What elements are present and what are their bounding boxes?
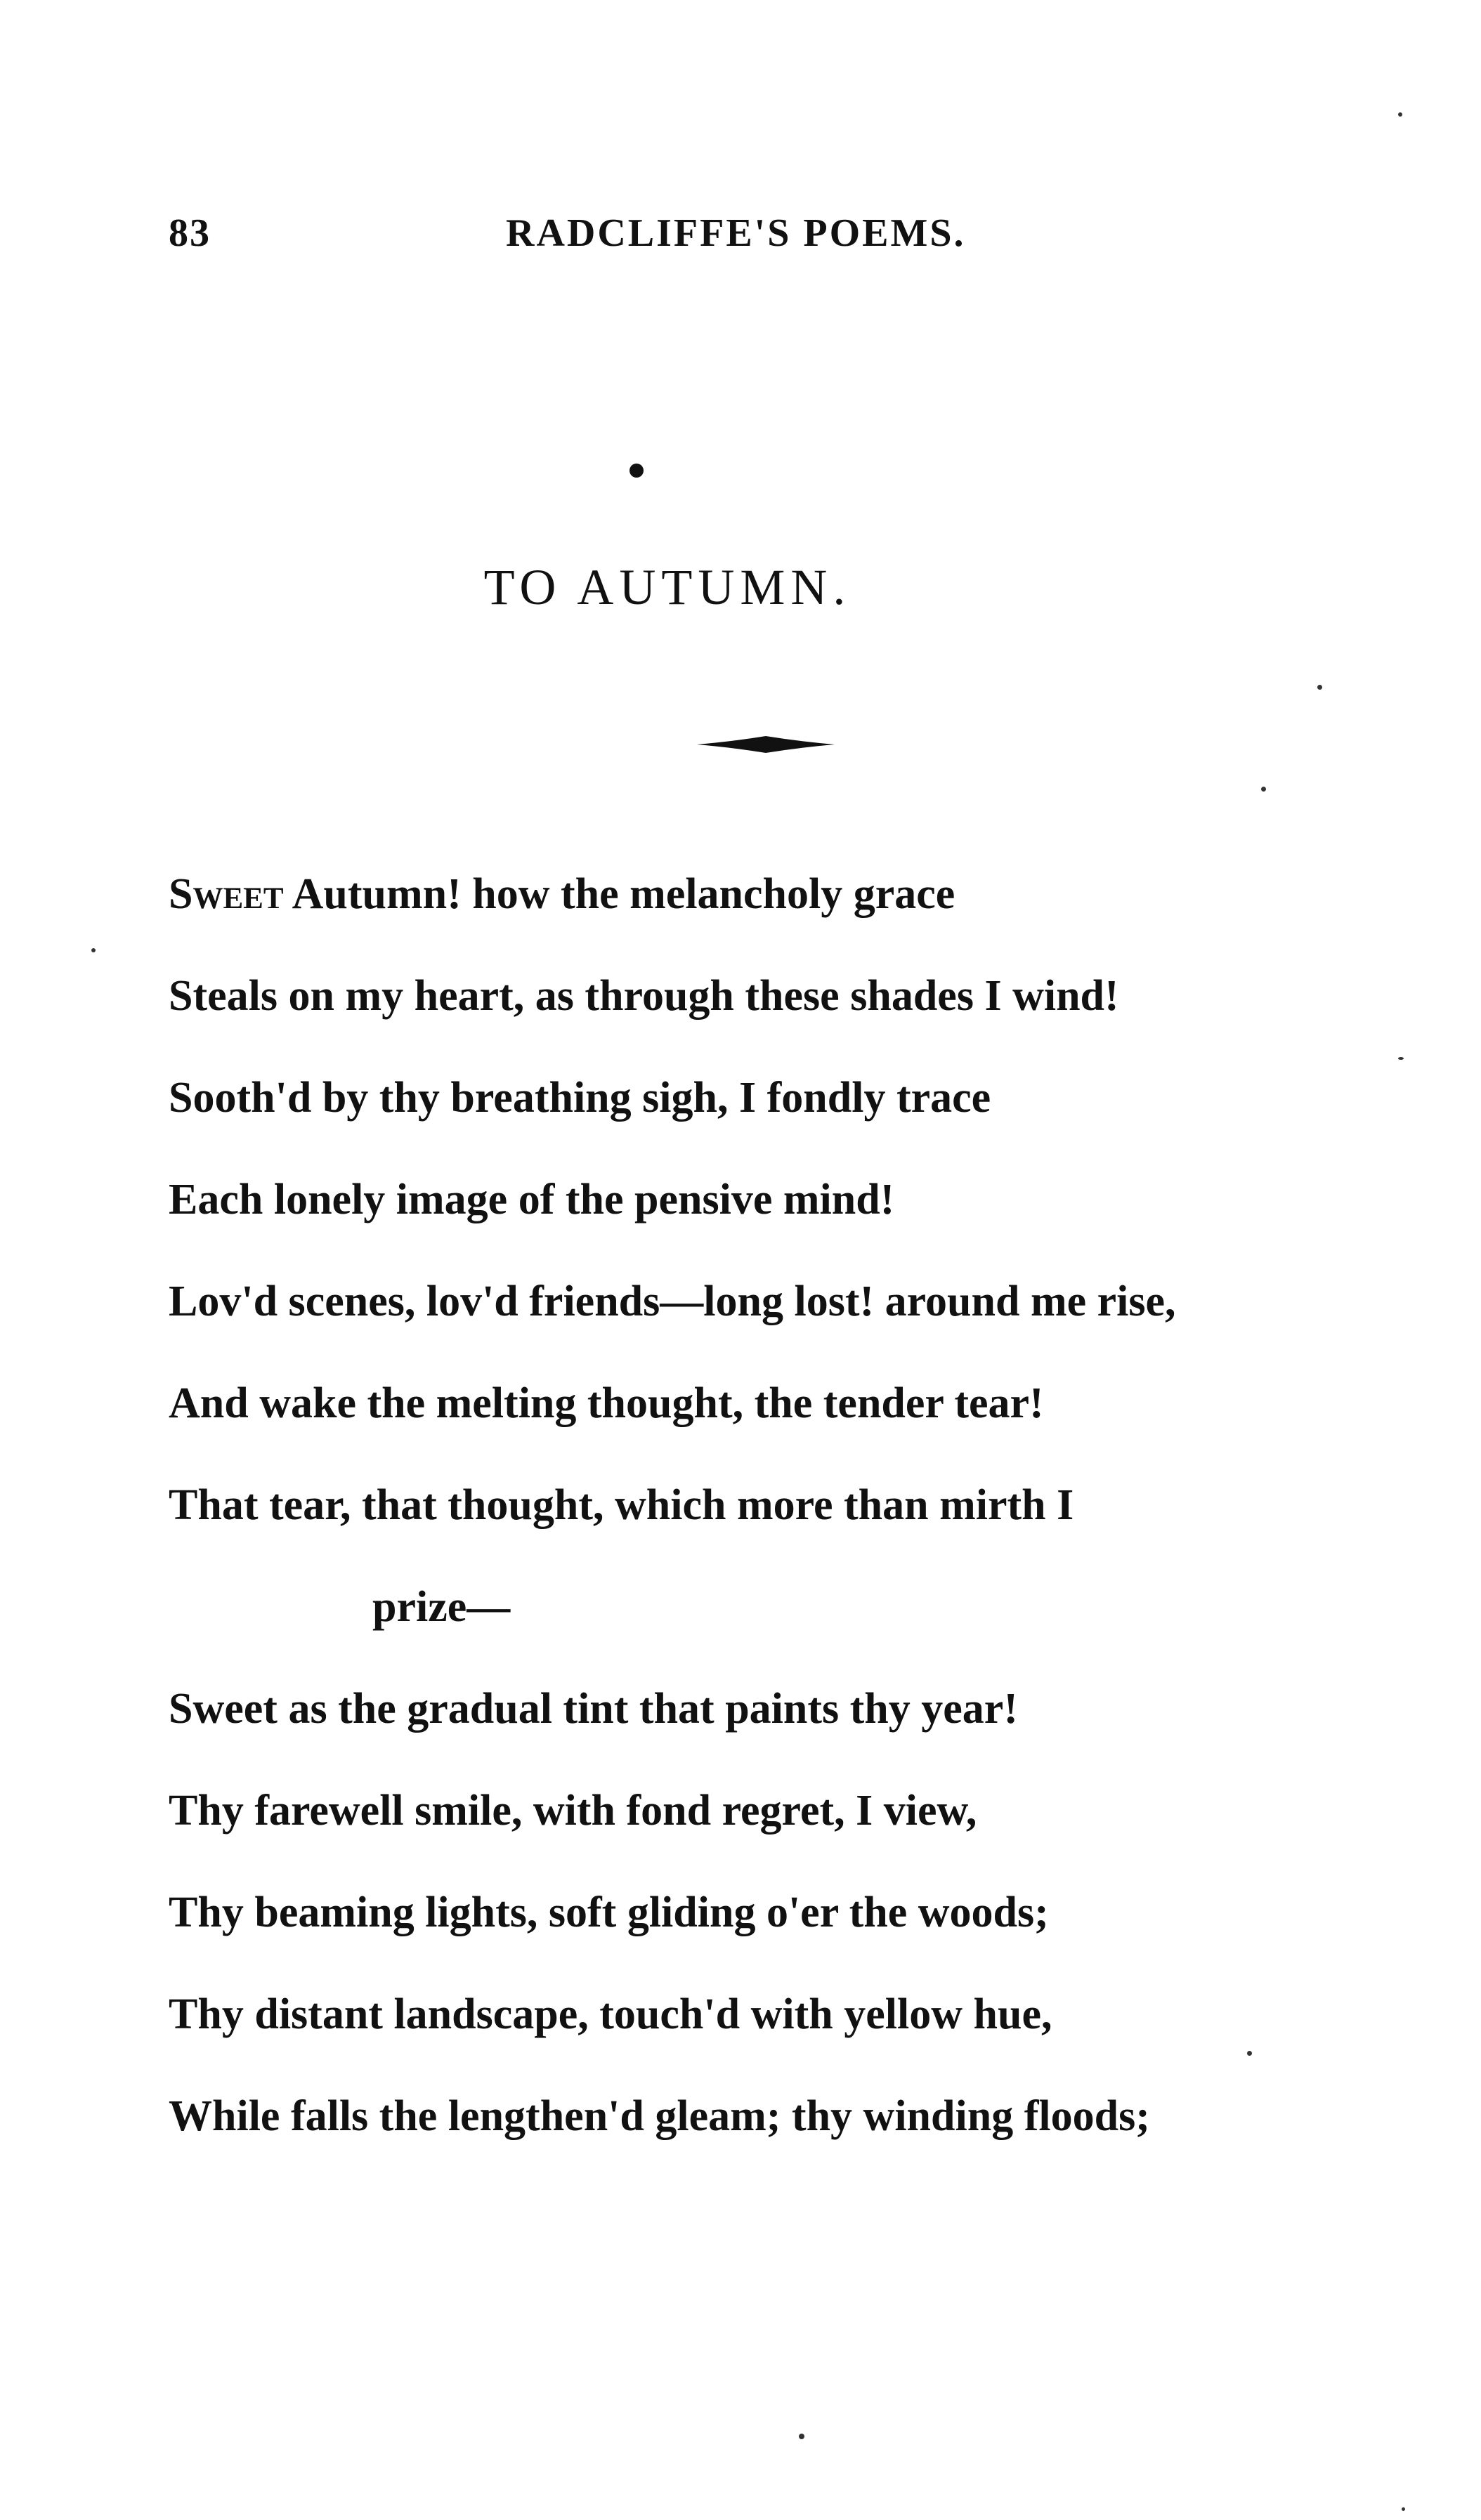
scan-speck <box>799 2434 804 2439</box>
poem-line: Sooth'd by thy breathing sigh, I fondly trace <box>169 1074 991 1122</box>
poem-line: Each lonely image of the pensive mind! <box>169 1176 895 1223</box>
poem-line-continuation: prize— <box>372 1583 511 1631</box>
poem-line: That tear, that thought, which more than mirth I <box>169 1481 1074 1529</box>
scan-speck <box>1261 787 1266 792</box>
poem-line: Thy distant landscape, touch'd with yellow hue, <box>169 1990 1052 2038</box>
scan-speck <box>91 948 96 952</box>
poem-line: Thy beaming lights, soft gliding o'er the woods; <box>169 1889 1049 1936</box>
poem-body <box>169 862 1377 2186</box>
poem-line: Thy farewell smile, with fond regret, I view, <box>169 1787 977 1835</box>
running-title: RADCLIFFE'S POEMS. <box>506 211 966 255</box>
poem-line: Sweet as the gradual tint that paints thy year! <box>169 1685 1018 1733</box>
poem-line: While falls the lengthen'd gleam; thy winding floods; <box>169 2092 1150 2140</box>
scan-speck <box>1398 112 1402 117</box>
poem-line: And wake the melting thought, the tender tear! <box>169 1379 1044 1427</box>
page-number: 83 <box>169 211 211 255</box>
running-head <box>169 211 1110 274</box>
poem-first-line-rest: Autumn! how the melancholy grace <box>283 870 955 918</box>
scan-speck <box>1247 2051 1252 2056</box>
scan-speck <box>1317 685 1322 690</box>
scan-speck <box>1402 2507 1405 2511</box>
poem-line: Steals on my heart, as through these shades I wind! <box>169 972 1119 1020</box>
ornamental-rule-icon <box>696 730 836 759</box>
poem-line: Lov'd scenes, lov'd friends—long lost! around me rise, <box>169 1278 1176 1325</box>
poem-line <box>169 862 1377 964</box>
bullet-dot-icon <box>629 464 644 478</box>
poem-title: TO AUTUMN. <box>483 559 852 615</box>
scan-speck <box>1398 1057 1404 1060</box>
poem-first-word: Sweet <box>169 870 284 918</box>
